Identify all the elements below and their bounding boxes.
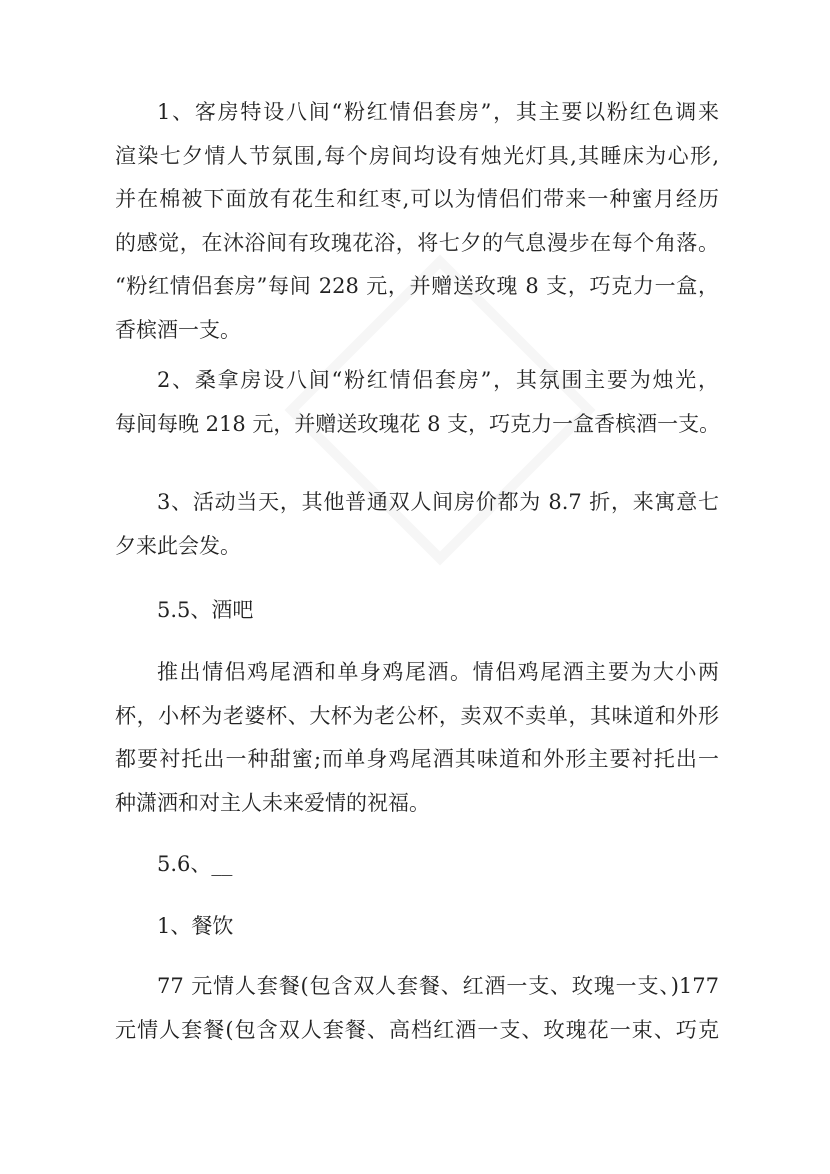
text-line: “粉红情侣套房”每间 228 元，并赠送玫瑰 8 支，巧克力一盒， <box>115 274 719 299</box>
heading-5-6 <box>115 843 719 887</box>
text-line: 并在棉被下面放有花生和红枣,可以为情侣们带来一种蜜月经历 <box>115 187 719 212</box>
paragraph-set-meals <box>115 965 719 1052</box>
text-line: 香槟酒一支。 <box>115 317 241 342</box>
paragraph-guest-rooms <box>115 91 719 353</box>
paragraph-discount <box>115 481 719 568</box>
heading-dining <box>115 905 719 949</box>
text-line: 元情人套餐(包含双人套餐、高档红酒一支、玫瑰花一束、巧克 <box>115 1017 719 1042</box>
text-line: 77 元情人套餐(包含双人套餐、红酒一支、玫瑰一支、)177 <box>157 974 719 998</box>
heading-bar <box>115 589 719 633</box>
text-line: 5.5、酒吧 <box>157 598 254 622</box>
text-line: 5.6、__ <box>157 852 233 876</box>
text-line: 种潇洒和对主人未来爱情的祝福。 <box>115 790 430 815</box>
text-line: 渲染七夕情人节氛围,每个房间均设有烛光灯具,其睡床为心形, <box>115 143 719 168</box>
text-line: 1、客房特设八间“粉红情侣套房”，其主要以粉红色调来 <box>157 100 719 124</box>
text-line: 夕来此会发。 <box>115 533 241 558</box>
text-line: 每间每晚 218 元，并赠送玫瑰花 8 支，巧克力一盒香槟酒一支。 <box>115 411 721 436</box>
text-line: 2、桑拿房设八间“粉红情侣套房”，其氛围主要为烛光， <box>157 368 719 392</box>
text-line: 的感觉，在沐浴间有玫瑰花浴，将七夕的气息漫步在每个角落。 <box>115 230 719 255</box>
text-line: 推出情侣鸡尾酒和单身鸡尾酒。情侣鸡尾酒主要为大小两 <box>157 660 719 684</box>
text-line: 1、餐饮 <box>157 914 234 938</box>
text-line: 杯，小杯为老婆杯、大杯为老公杯，卖双不卖单，其味道和外形 <box>115 703 719 728</box>
paragraph-sauna-rooms <box>115 359 719 446</box>
text-line: 都要衬托出一种甜蜜;而单身鸡尾酒其味道和外形主要衬托出一 <box>115 747 719 772</box>
text-line: 3、活动当天，其他普通双人间房价都为 8.7 折，来寓意七 <box>157 490 719 514</box>
paragraph-cocktails <box>115 651 719 825</box>
